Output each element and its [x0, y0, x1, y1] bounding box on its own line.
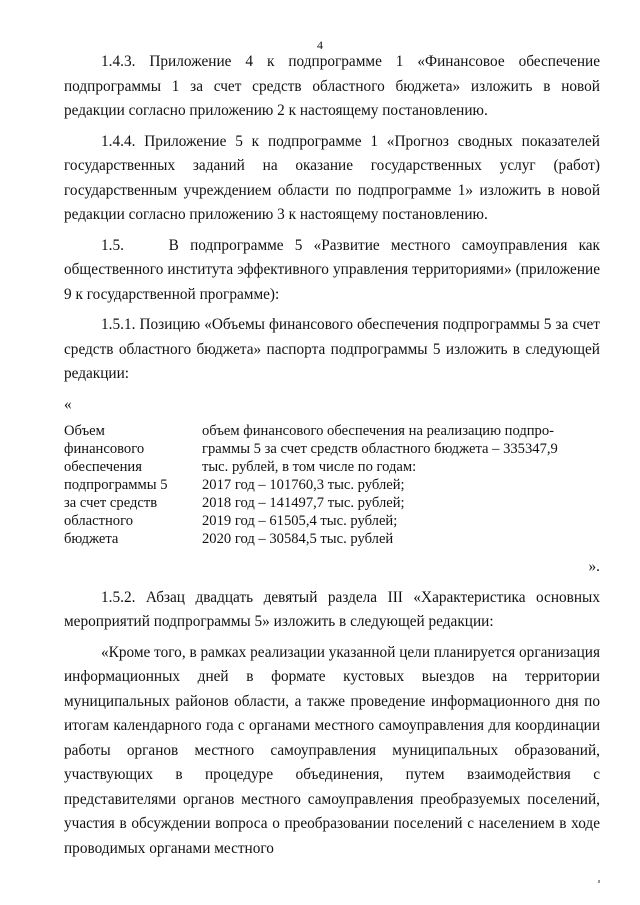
funding-table-value-column [202, 422, 597, 548]
paragraph-1-5-2: 1.5.2. Абзац двадцать девятый раздела III «Характеристика основных мероприятий подпрограммы 5» изложить в следующей редакции: [64, 588, 600, 630]
funding-table-label-column [64, 422, 202, 548]
table-label-line: областного [64, 513, 133, 529]
table-value-line: тыс. рублей, в том числе по годам: [202, 459, 417, 475]
paragraph-1-5-1: 1.5.1. Позицию «Объемы финансового обеспечения подпрограммы 5 за счет средств областного бюджета» паспорта подпрограммы 5 изложить в следующей редакции: [64, 316, 600, 382]
paragraph-1-4-4: 1.4.4. Приложение 5 к подпрограмме 1 «Прогноз сводных показателей государственных заданий на оказание государственных услуг (работ) государственным учреждением области по подпрограмме 1» изложить в новой редакции согласно приложению 3 к настоящему постановлению. [64, 132, 600, 223]
table-value-line: 2019 год – 61505,4 тыс. рублей; [202, 513, 398, 529]
table-label-line: подпрограммы 5 [64, 477, 168, 493]
quoted-paragraph: «Кроме того, в рамках реализации указанной цели планируется организация информационных дней в формате кустовых выездов на территории муниципальных районов области, а также проведение информационного дня по итогам календарного года с органами местного самоуправления для координации работы органов местного самоуправления муниципальных образований, участвующих в процедуре объединения, путем взаимодействия с представителями органов местного самоуправления преобразуемых поселений, участия в обсуждении вопроса о преобразовании поселений с населением в ходе проводимых органами местного [64, 643, 600, 857]
closing-quote-mark: ». [588, 558, 600, 575]
page-number: 4 [317, 38, 323, 52]
scan-speck [598, 880, 600, 883]
document-body [64, 50, 604, 867]
paragraph-1-5: 1.5. В подпрограмме 5 «Развитие местного самоуправления как общественного института эффективного управления территориями» (приложение 9 к государственной программе): [64, 236, 604, 303]
table-value-line: граммы 5 за счет средств областного бюджета – 335347,9 [202, 441, 558, 457]
table-label-line: за счет средств [64, 495, 158, 511]
table-value-line: 2017 год – 101760,3 тыс. рублей; [202, 477, 405, 493]
table-value-line: 2018 год – 141497,7 тыс. рублей; [202, 495, 405, 511]
funding-table [64, 422, 600, 548]
table-label-line: финансового [64, 441, 145, 457]
table-label-line: Объем [64, 423, 105, 439]
opening-quote-mark: « [64, 395, 72, 413]
table-label-line: бюджета [64, 531, 119, 547]
table-value-line: объем финансового обеспечения на реализацию подпро- [202, 423, 555, 439]
table-label-line: обеспечения [64, 459, 142, 475]
table-value-line: 2020 год – 30584,5 тыс. рублей [202, 531, 394, 547]
paragraph-1-4-3: 1.4.3. Приложение 4 к подпрограмме 1 «Финансовое обеспечение подпрограммы 1 за счет средств областного бюджета» изложить в новой редакции согласно приложению 2 к настоящему постановлению. [64, 53, 600, 119]
